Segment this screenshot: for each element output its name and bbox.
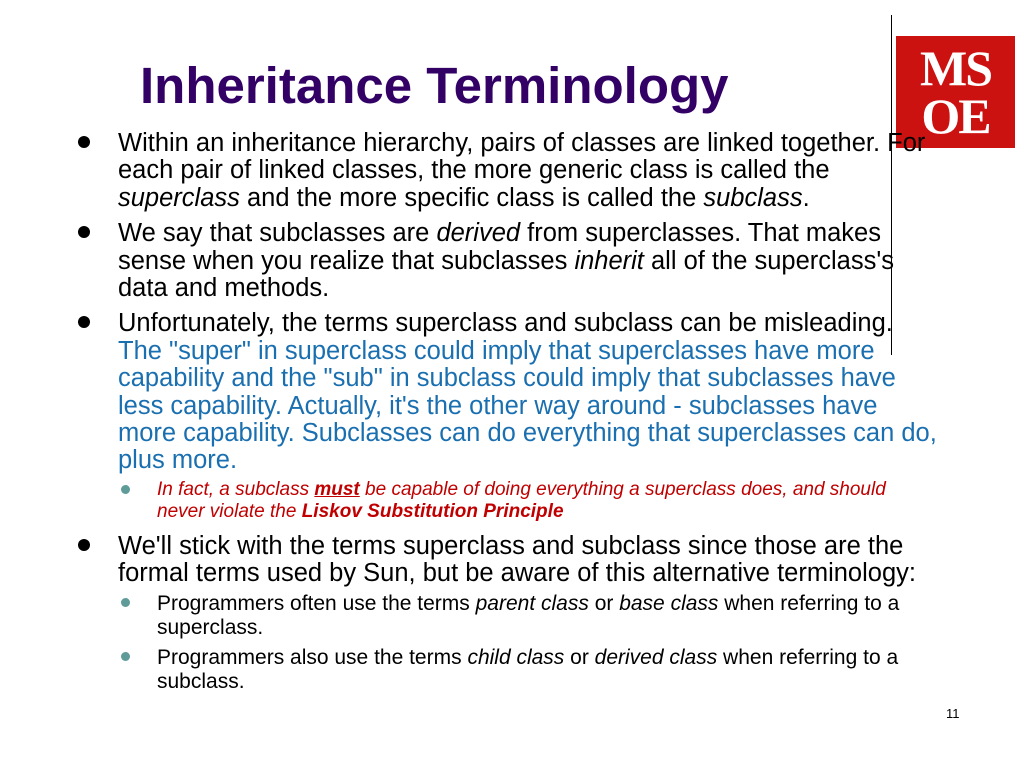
sub-bullet-dot	[121, 598, 130, 607]
bullet-3: Unfortunately, the terms superclass and subclass can be misleading. The "super" in superclass could imply that superclasses have more capability and the "sub" in subclass could imply that subclasses have less capability. Actually, it's the other way around - subclasses have more capability. Subclasses can do everything that superclasses can do, plus more.	[78, 310, 938, 474]
sub-bullet-child-class: Programmers also use the terms child class or derived class when referring to a subclass.	[78, 646, 938, 694]
page-number: 11	[946, 706, 960, 721]
bullet-4: We'll stick with the terms superclass and subclass since those are the formal terms used by Sun, but be aware of this alternative terminology:	[78, 533, 938, 588]
bullet-dot	[78, 316, 90, 328]
slide-content	[78, 130, 938, 694]
sub-bullet-lsp: In fact, a subclass must be capable of doing everything a superclass does, and should never violate the Liskov Substitution Principle	[78, 479, 938, 523]
sub-bullet-parent-class: Programmers often use the terms parent class or base class when referring to a superclass.	[78, 592, 938, 640]
logo-text-top: MS	[920, 40, 991, 96]
bullet-dot	[78, 136, 90, 148]
sub-bullet-dot	[121, 485, 130, 494]
bullet-dot	[78, 226, 90, 238]
slide-title: Inheritance Terminology	[140, 57, 729, 114]
bullet-1: Within an inheritance hierarchy, pairs of classes are linked together. For each pair of linked classes, the more generic class is called the superclass and the more specific class is called the subclass.	[78, 130, 938, 212]
sub-bullet-dot	[121, 652, 130, 661]
logo-text-bottom: OE	[921, 88, 990, 144]
bullet-dot	[78, 539, 90, 551]
bullet-2: We say that subclasses are derived from superclasses. That makes sense when you realize that subclasses inherit all of the superclass's data and methods.	[78, 220, 938, 302]
highlight-text: The "super" in superclass could imply that superclasses have more capability and the "sub" in subclass could imply that subclasses have less capability. Actually, it's the other way around - subclasses have more capability. Subclasses can do everything that superclasses can do, plus more.	[118, 336, 937, 475]
